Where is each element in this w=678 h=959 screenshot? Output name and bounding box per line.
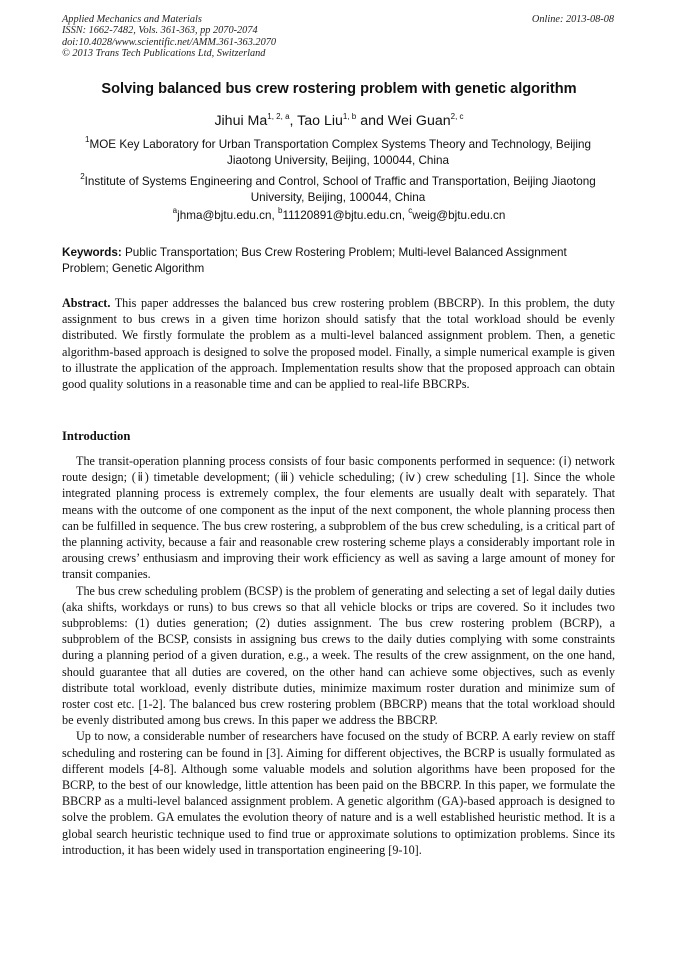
doi-line: doi:10.4028/www.scientific.net/AMM.361-363.2070 (62, 36, 277, 48)
author-name: and Wei Guan (356, 113, 451, 129)
copyright-line: © 2013 Trans Tech Publications Ltd, Switzerland (62, 47, 266, 59)
affiliation-1 (62, 137, 614, 169)
author-affiliation-mark: 1, 2, a (267, 112, 290, 121)
affiliation-2 (62, 174, 614, 206)
introduction-body (62, 453, 615, 858)
email-mark: a (172, 206, 178, 215)
paragraph: The transit-operation planning process consists of four basic components performed in sequence: (ⅰ) network route design; (ⅱ) timetable development; (ⅲ) vehicle scheduling; (ⅳ) crew scheduling [1]. Since the whole integrated planning process is extremely complex, the four elements are usually dealt with separately. That means with the outcome of one component as the input of the next component, the whole planning process then can be fulfilled in sequence. The bus crew rostering, a subproblem of the bus crew scheduling, is a critical part of the planning activity, because a fair and reasonable crew rostering scheme plays a considerably important role in arousing crews’ enthusiasm and improving their work efficiency as well as saving a large amount of money for transit companies. (62, 454, 615, 582)
abstract-label: Abstract. (62, 296, 111, 310)
email-address: weig@bjtu.edu.cn (412, 209, 506, 222)
author-affiliation-mark: 1, b (342, 112, 357, 121)
abstract-paragraph (62, 295, 615, 392)
author-name: , Tao Liu (289, 113, 343, 129)
email-mark: b (277, 206, 283, 215)
email-mark: c (408, 206, 413, 215)
online-date: Online: 2013-08-08 (531, 14, 614, 25)
affiliation-mark: 1 (85, 135, 90, 144)
email-address: 11120891@bjtu.edu.cn, (282, 209, 409, 222)
email-address: jhma@bjtu.edu.cn, (177, 209, 278, 222)
author-name: Jihui Ma (214, 113, 268, 129)
keywords-text: Public Transportation; Bus Crew Rostering Problem; Multi-level Balanced Assignment Problem; Genetic Algorithm (62, 246, 567, 275)
affiliation-text: Institute of Systems Engineering and Control, School of Traffic and Transportation, Beijing Jiaotong University, Beijing, 100044, China (84, 175, 596, 204)
issn-line: ISSN: 1662-7482, Vols. 361-363, pp 2070-2074 (62, 25, 258, 37)
author-list (40, 113, 638, 129)
paragraph: Up to now, a considerable number of researchers have focused on the study of BCRP. A early review on staff scheduling and rostering can be found in [3]. Aiming for different objectives, the BCRP is usually formulated as different models [4-8]. Although some valuable models and solution algorithms have been proposed for the BCRP, to the best of our knowledge, little attention has been paid on the BBCRP. In this paper, we formulate the BBCRP as a multi-level balanced assignment problem. A genetic algorithm (GA)-based approach is designed to solve the problem. GA emulates the evolution theory of nature and is a well established heuristic method. It is a global search heuristic technique used to find true or approximate solutions to optimization problems. Since its introduction, it has been widely used in transportation engineering [9-10]. (62, 729, 615, 857)
affiliation-text: MOE Key Laboratory for Urban Transportation Complex Systems Theory and Technology, Beijing Jiaotong University, Beijing, 100044, China (89, 138, 591, 167)
paragraph: The bus crew scheduling problem (BCSP) is the problem of generating and selecting a set of legal daily duties (aka shifts, workdays or runs) to bus crews so that all vehicle blocks or trips are covered. So it includes two subproblems: (1) duties generation; (2) duties assignment. The bus crew rostering problem (BCRP), a subproblem of the BCSP, consists in assigning bus crews to the daily duties complying with some constraints during a planning period of a given duration, e.g., a week. The results of the crew assignment, on the one hand, should guarantee that all duties are covered, on the other hand can achieve some objectives, such as evenly distribute total workload, evenly distribute duties, minimize maximum roster duration and minimize sum of roster cost etc. [1-2]. The balanced bus crew rostering problem (BBCRP) means that the total workload should be evenly distributed among bus crews. In this paper we address the BBCRP. (62, 583, 615, 728)
email-list (40, 206, 638, 222)
journal-header (62, 14, 276, 59)
keywords (62, 245, 614, 277)
section-heading-introduction: Introduction (62, 429, 131, 443)
author-affiliation-mark: 2, c (450, 112, 464, 121)
keywords-label: Keywords: (62, 246, 122, 259)
paper-title: Solving balanced bus crew rostering problem with genetic algorithm (101, 81, 577, 97)
abstract-text: This paper addresses the balanced bus crew rostering problem (BBCRP). In this problem, the duty assignment to bus crews in a given time horizon should satisfy that the total workload should be evenly distributed. We firstly formulate the problem as a multi-level balanced assignment problem. Then, a genetic algorithm-based approach is designed to solve the proposed model. Finally, a simple numerical example is given to illustrate the application of the approach. Implementation results show that the proposed approach can obtain good quality solutions in a reasonable time and can be applied to real-life BBCRPs. (62, 296, 615, 392)
affiliation-mark: 2 (80, 172, 85, 181)
abstract (62, 295, 615, 392)
journal-name: Applied Mechanics and Materials (62, 14, 202, 25)
